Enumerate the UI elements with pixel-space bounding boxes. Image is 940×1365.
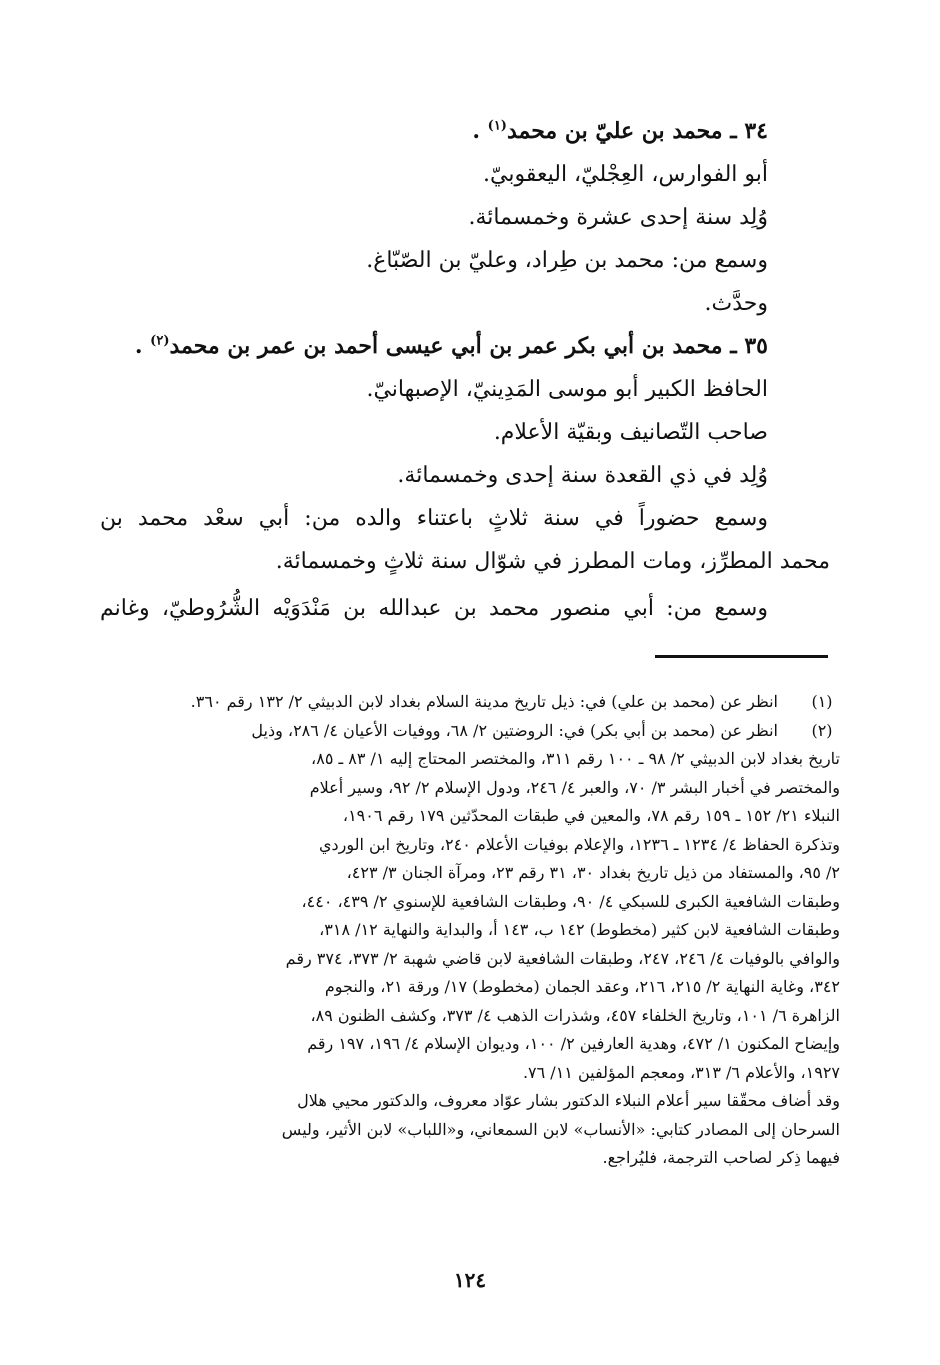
footnote-line: ٢/ ٩٥، والمستفاد من ذيل تاريخ بغداد ٣٠، ٣١ رقم ٢٣، ومرآة الجنان ٣/ ٤٢٣، (346, 863, 840, 882)
footnote-addendum-line: وقد أضاف محقّقا سير أعلام النبلاء الدكتور بشار عوّاد معروف، والدكتور محيي هلال (297, 1091, 840, 1110)
entry-34-heading-text: ٣٤ ـ محمد بن عليّ بن محمد (506, 118, 768, 144)
footnote-line: النبلاء ٢١/ ١٥٢ ـ ١٥٩ رقم ٧٨، والمعين في طبقات المحدّثين ١٧٩ رقم ١٩٠٦، (342, 806, 840, 825)
footnote-addendum-line: السرحان إلى المصادر كتابي: «الأنساب» لابن السمعاني، و«اللباب» لابن الأثير، وليس (281, 1119, 840, 1139)
entry-35-line: صاحب التّصانيف وبقيّة الأعلام. (493, 420, 768, 445)
footnote-2 (100, 717, 840, 1173)
footnote-line: وطبقات الشافعية لابن كثير (مخطوط) ١٤٢ ب، ١٤٣ أ، والبداية والنهاية ١٢/ ٣١٨، (319, 920, 840, 939)
footnote-line: وإيضاح المكنون ١/ ٤٧٢، وهدية العارفين ٢/ ١٠٠، وديوان الإسلام ٤/ ١٩٦، ١٩٧ رقم (307, 1034, 840, 1053)
footnote-ref-1[interactable]: (١) (487, 118, 507, 134)
entry-35-line: وسمع من: أبي منصور محمد بن عبدالله بن مَنْدَوَيْه الشُّرُوطيّ، وغانم (100, 596, 768, 621)
entry-35-line: وسمع حضوراً في سنة ثلاثٍ باعتناء والده من: أبي سعْد محمد بن (100, 506, 768, 531)
entry-34-line: وُلِد سنة إحدى عشرة وخمسمائة. (468, 205, 768, 230)
main-text (100, 110, 830, 630)
entry-34-line: وحدَّث. (704, 291, 768, 316)
footnote-line: وتذكرة الحفاظ ٤/ ١٢٣٤ ـ ١٢٣٦، والإعلام بوفيات الأعلام ٢٤٠، وتاريخ ابن الوردي (318, 834, 840, 854)
footnote-number: (٢) (811, 720, 833, 740)
entry-34-line: وسمع من: محمد بن طِراد، وعليّ بن الصّبّاغ. (366, 248, 768, 273)
footnote-line: ١٩٢٧، والأعلام ٦/ ٣١٣، ومعجم المؤلفين ١١/ ٧٦. (522, 1062, 840, 1082)
footnote-line: وطبقات الشافعية الكبرى للسبكي ٤/ ٩٠، وطبقات الشافعية للإسنوي ٢/ ٤٣٩، ٤٤٠، (301, 891, 840, 911)
entry-34-line: أبو الفوارس، العِجْليّ، اليعقوبيّ. (483, 162, 768, 187)
footnote-ref-2[interactable]: (٢) (150, 333, 170, 349)
entry-35-line: الحافظ الكبير أبو موسى المَدِينيّ، الإصبهانيّ. (366, 377, 768, 402)
footnote-line: الزاهرة ٦/ ١٠١، وتاريخ الخلفاء ٤٥٧، وشذرات الذهب ٤/ ٣٧٣، وكشف الظنون ٨٩، (310, 1005, 840, 1025)
entry-34-heading: ٣٤ ـ محمد بن عليّ بن محمد$^{(١)}$ . (472, 118, 768, 144)
footnote-1 (100, 688, 840, 717)
page-number: ١٢٤ (453, 1268, 487, 1292)
entry-35-heading-text: ٣٥ ـ محمد بن أبي بكر عمر بن أبي عيسى أحمد بن عمر بن محمد (169, 333, 768, 359)
footnote-addendum-line: فيهما ذِكر لصاحب الترجمة، فليُراجع. (602, 1148, 840, 1167)
footnote-line: انظر عن (محمد بن علي) في: ذيل تاريخ مدينة السلام بغداد لابن الدبيثي ٢/ ١٣٢ رقم ٣٦٠. (190, 692, 778, 711)
entry-35-heading: ٣٥ ـ محمد بن أبي بكر عمر بن أبي عيسى أحمد بن عمر بن محمد$^{(٢)}$ . (134, 333, 768, 359)
entry-35-line: وُلِد في ذي القعدة سنة إحدى وخمسمائة. (397, 463, 768, 488)
footnote-line: والمختصر في أخبار البشر ٣/ ٧٠، والعبر ٤/ ٢٤٦، ودول الإسلام ٢/ ٩٢، وسير أعلام (309, 777, 840, 797)
footnote-separator (655, 655, 828, 658)
footnotes (100, 688, 840, 1173)
footnote-line: انظر عن (محمد بن أبي بكر) في: الروضتين ٢/ ٦٨، ووفيات الأعيان ٤/ ٢٨٦، وذيل (251, 720, 778, 740)
footnote-line: ٣٤٢، وغاية النهاية ٢/ ٢١٥، ٢١٦، وعقد الجمان (مخطوط) ١٧/ ورقة ٢١، والنجوم (324, 977, 840, 996)
footnote-number: (١) (811, 692, 833, 711)
footnote-line: والوافي بالوفيات ٤/ ٢٤٦، ٢٤٧، وطبقات الشافعية لابن قاضي شهبة ٢/ ٣٧٣، ٣٧٤ رقم (285, 948, 840, 968)
entry-35-line: محمد المطرِّز، ومات المطرز في شوّال سنة ثلاثٍ وخمسمائة. (275, 549, 830, 574)
footnote-line: تاريخ بغداد لابن الدبيثي ٢/ ٩٨ ـ ١٠٠ رقم ٣١١، والمختصر المحتاج إليه ١/ ٨٣ ـ ٨٥، (311, 749, 840, 768)
